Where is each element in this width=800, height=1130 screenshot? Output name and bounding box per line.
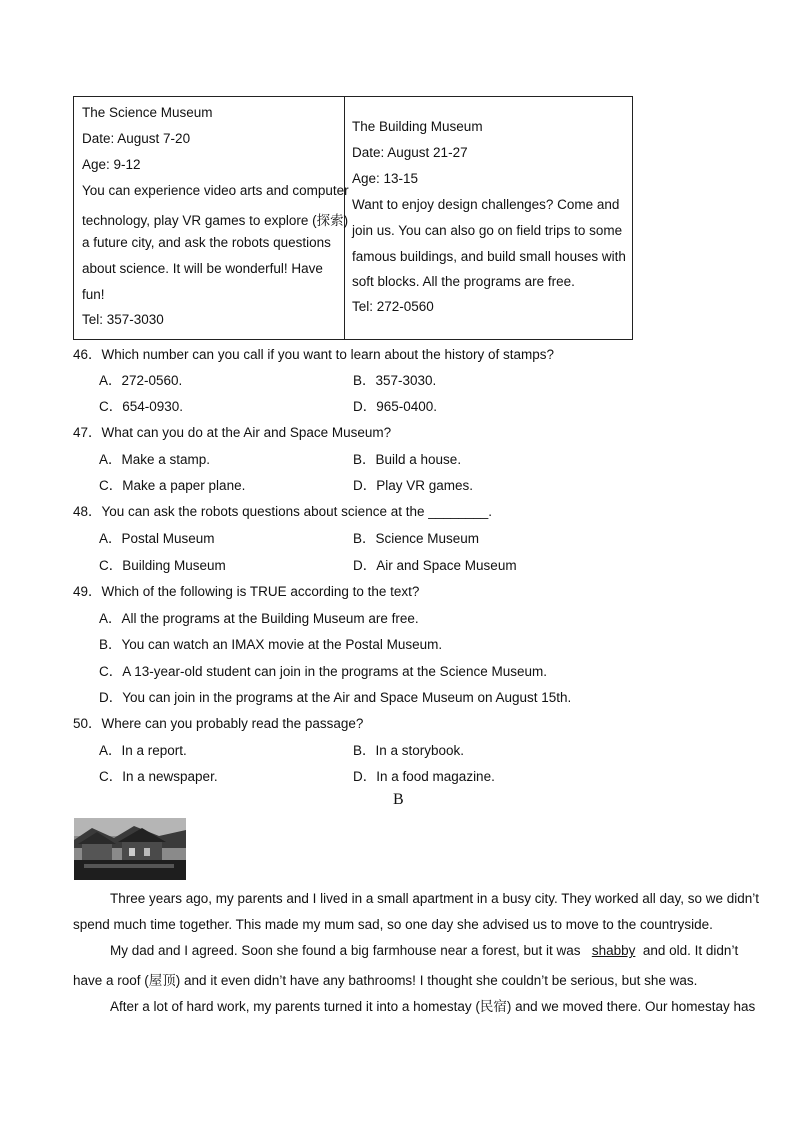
question-46-option-c[interactable]: C．654-0930. <box>99 399 184 414</box>
building-museum-tel: Tel: 272-0560 <box>352 299 434 314</box>
question-50-option-b[interactable]: B．In a storybook. <box>353 743 465 758</box>
question-47-option-b[interactable]: B．Build a house. <box>353 452 462 467</box>
question-49-option-d[interactable]: D．You can join in the programs at the Air and Space Museum on August 15th. <box>99 690 572 705</box>
question-47-stem: 47．What can you do at the Air and Space Museum? <box>73 425 392 440</box>
museum-info-table <box>73 96 633 340</box>
science-museum-title: The Science Museum <box>82 105 213 120</box>
question-50-stem: 50．Where can you probably read the passage? <box>73 716 364 731</box>
question-49-option-b[interactable]: B．You can watch an IMAX movie at the Postal Museum. <box>99 637 443 652</box>
building-museum-desc-line: famous buildings, and build small houses with <box>352 249 626 264</box>
section-b-heading: B <box>393 791 404 808</box>
building-museum-desc-line: soft blocks. All the programs are free. <box>352 274 575 289</box>
question-48-option-c[interactable]: C．Building Museum <box>99 558 226 573</box>
question-49-option-a[interactable]: A．All the programs at the Building Museum are free. <box>99 611 419 626</box>
question-48-option-b[interactable]: B．Science Museum <box>353 531 480 546</box>
passage-paragraph-1-line-2: spend much time together. This made my mum sad, so one day she advised us to move to the countryside. <box>73 917 713 932</box>
science-museum-age: Age: 9-12 <box>82 157 141 172</box>
question-48-option-a[interactable]: A．Postal Museum <box>99 531 215 546</box>
science-museum-tel: Tel: 357-3030 <box>82 312 164 327</box>
passage-paragraph-2-line-2: have a roof (屋顶) and it even didn’t have any bathrooms! I thought she couldn’t be serious, but she was. <box>73 973 698 988</box>
science-museum-desc-line: a future city, and ask the robots questions <box>82 235 331 250</box>
science-museum-desc-line: about science. It will be wonderful! Have <box>82 261 323 276</box>
science-museum-desc-line: fun! <box>82 287 105 302</box>
question-50-option-c[interactable]: C．In a newspaper. <box>99 769 218 784</box>
passage-text: My dad and I agreed. Soon she found a big farmhouse near a forest, but it was <box>110 943 581 958</box>
question-50-option-a[interactable]: A．In a report. <box>99 743 187 758</box>
question-46-stem: 46．Which number can you call if you want to learn about the history of stamps? <box>73 347 554 362</box>
question-47-option-d[interactable]: D．Play VR games. <box>353 478 474 493</box>
question-49-stem: 49．Which of the following is TRUE according to the text? <box>73 584 420 599</box>
question-46-option-b[interactable]: B．357-3030. <box>353 373 437 388</box>
building-museum-age: Age: 13-15 <box>352 171 419 186</box>
question-47-option-a[interactable]: A．Make a stamp. <box>99 452 211 467</box>
question-48-option-d[interactable]: D．Air and Space Museum <box>353 558 517 573</box>
science-museum-date: Date: August 7-20 <box>82 131 191 146</box>
question-49-option-c[interactable]: C．A 13-year-old student can join in the programs at the Science Museum. <box>99 664 547 679</box>
question-46-option-d[interactable]: D．965-0400. <box>353 399 438 414</box>
science-museum-desc-line: technology, play VR games to explore (探索) <box>82 213 349 228</box>
question-47-option-c[interactable]: C．Make a paper plane. <box>99 478 246 493</box>
question-46-option-a[interactable]: A．272-0560. <box>99 373 183 388</box>
building-museum-title: The Building Museum <box>352 119 483 134</box>
building-museum-desc-line: Want to enjoy design challenges? Come and <box>352 197 620 212</box>
passage-paragraph-2-line-1 <box>110 943 738 958</box>
vocab-word-shabby: shabby <box>591 943 636 958</box>
question-50-option-d[interactable]: D．In a food magazine. <box>353 769 495 784</box>
building-museum-date: Date: August 21-27 <box>352 145 468 160</box>
passage-text: and old. It didn’t <box>642 943 739 958</box>
science-museum-desc-line: You can experience video arts and computer <box>82 183 349 198</box>
farmhouse-photo <box>74 818 186 880</box>
building-museum-desc-line: join us. You can also go on field trips to some <box>352 223 623 238</box>
passage-paragraph-1-line-1: Three years ago, my parents and I lived in a small apartment in a busy city. They worked all day, so we didn’t <box>110 891 760 906</box>
question-48-stem: 48．You can ask the robots questions about science at the ________. <box>73 504 493 519</box>
passage-paragraph-3-line-1: After a lot of hard work, my parents turned it into a homestay (民宿) and we moved there. Our homestay has <box>110 999 756 1014</box>
